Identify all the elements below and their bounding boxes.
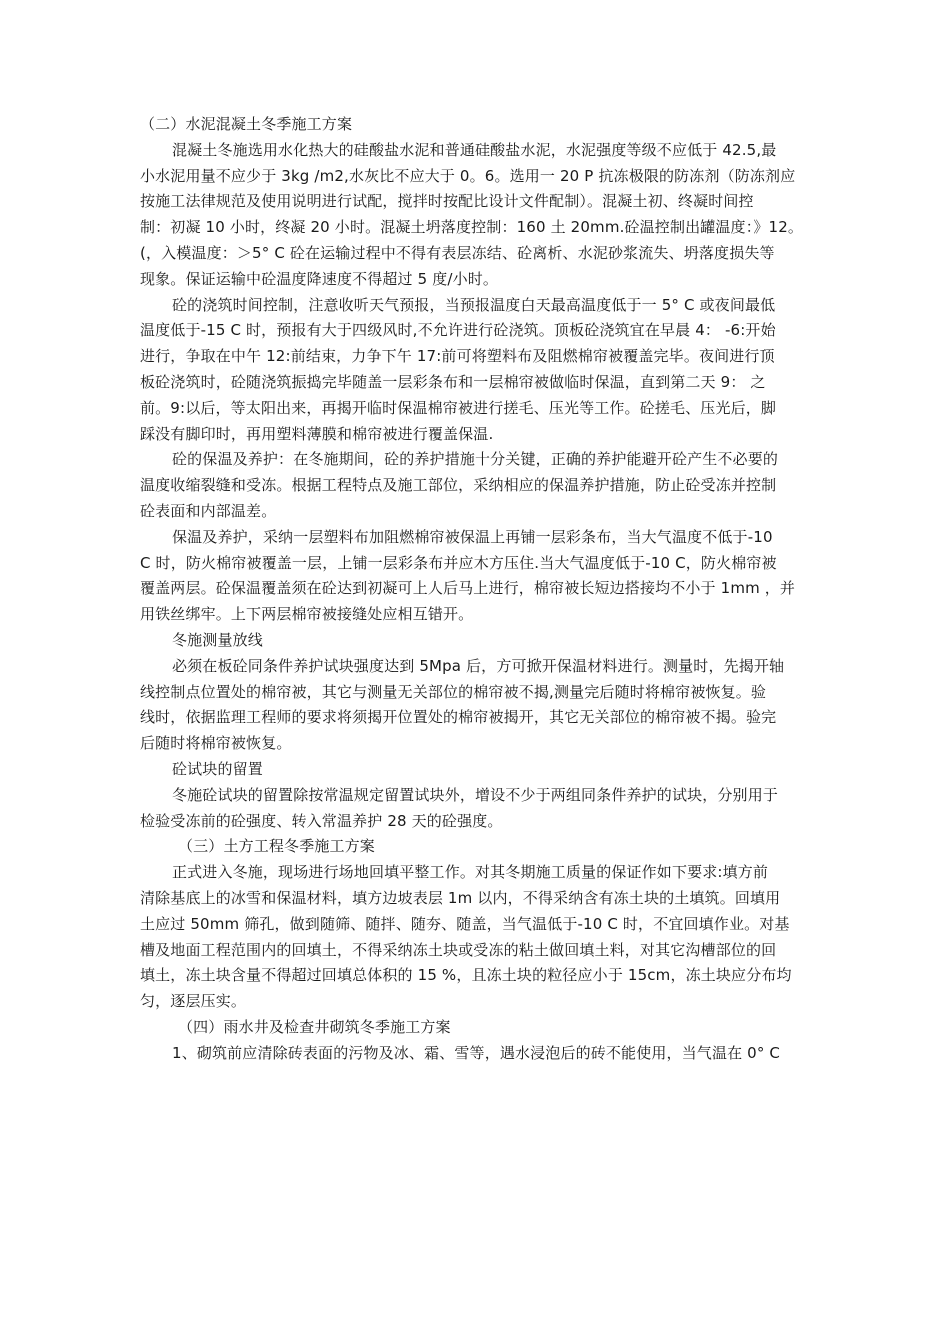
text-line: （三）土方工程冬季施工方案: [178, 837, 375, 856]
text-line: 砼的浇筑时间控制，注意收听天气预报，当预报温度白天最高温度低于一 5° C 或夜间最低: [172, 295, 776, 314]
text-line: 检验受冻前的砼强度、转入常温养护 28 天的砼强度。: [140, 811, 503, 830]
text-line: 保温及养护，采纳一层塑料布加阻燃棉帘被保温上再铺一层彩条布，当大气温度不低于-10: [172, 527, 773, 546]
text-line: （二）水泥混凝土冬季施工方案: [140, 115, 353, 133]
document-page: [140, 112, 825, 1066]
text-line: 混凝土冬施选用水化热大的硅酸盐水泥和普通硅酸盐水泥，水泥强度等级不应低于 42.5,最: [172, 140, 777, 159]
text-line: 槽及地面工程范围内的回填土，不得采纳冻土块或受冻的粘土做回填土料，对其它沟槽部位的回: [140, 940, 777, 959]
text-line: 1、砌筑前应清除砖表面的污物及冰、霜、雪等，遇水浸泡后的砖不能使用，当气温在 0° C: [172, 1043, 781, 1062]
text-line: 砼表面和内部温差。: [140, 501, 277, 520]
text-line: C 时，防火棉帘被覆盖一层，上铺一层彩条布并应木方压住.当大气温度低于-10 C，防火棉帘被: [140, 553, 777, 572]
text-line: 制：初凝 10 小时，终凝 20 小时。混凝土坍落度控制：160 土 20mm.砼温控制出罐温度：》12。: [140, 218, 804, 237]
text-line: 后随时将棉帘被恢复。: [140, 734, 292, 753]
text-line: 线时，依据监理工程师的要求将须揭开位置处的棉帘被揭开，其它无关部位的棉帘被不揭。验完: [140, 708, 777, 727]
text-line: 温度低于-15 C 时，预报有大于四级风时,不允许进行砼浇筑。顶板砼浇筑宜在早晨 4： -6:开始: [140, 321, 776, 340]
text-line: 清除基底上的冰雪和保温材料，填方边坡表层 1m 以内，不得采纳含有冻土块的土填筑。回填用: [140, 888, 781, 907]
text-line: 温度收缩裂缝和受冻。根据工程特点及施工部位，采纳相应的保温养护措施，防止砼受冻并控制: [140, 476, 777, 495]
text-line: 匀，逐层压实。: [140, 992, 247, 1011]
text-line: 踩没有脚印时，再用塑料薄膜和棉帘被进行覆盖保温.: [140, 424, 494, 443]
text-line: 板砼浇筑时，砼随浇筑振捣完毕随盖一层彩条布和一层棉帘被做临时保温，直到第二天 9： 之: [140, 372, 766, 391]
text-line: 按施工法律规范及使用说明进行试配，搅拌时按配比设计文件配制）。混凝土初、终凝时间控: [140, 192, 754, 211]
text-line: 用铁丝绑牢。上下两层棉帘被接缝处应相互错开。: [140, 605, 474, 624]
text-line: 覆盖两层。砼保温覆盖须在砼达到初凝可上人后马上进行，棉帘被长短边搭接均不小于 1mm ，并: [140, 579, 796, 598]
text-line: （四）雨水井及检查井砌筑冬季施工方案: [178, 1017, 451, 1036]
text-line: 砼试块的留置: [172, 759, 263, 778]
text-line: 线控制点位置处的棉帘被，其它与测量无关部位的棉帘被不揭,测量完后随时将棉帘被恢复。验: [140, 682, 767, 701]
text-line: 冬施砼试块的留置除按常温规定留置试块外，增设不少于两组同条件养护的试块，分别用于: [172, 785, 779, 804]
text-line: 砼的保温及养护：在冬施期间，砼的养护措施十分关键，正确的养护能避开砼产生不必要的: [172, 450, 779, 469]
text-line: 小水泥用量不应少于 3kg /m2,水灰比不应大于 0。6。选用一 20 P 抗冻极限的防冻剂（防冻剂应: [140, 166, 796, 185]
text-line: 现象。保证运输中砼温度降速度不得超过 5 度/小时。: [140, 269, 499, 288]
text-line: (，入模温度：＞5° C 砼在运输过程中不得有表层冻结、砼离析、水泥砂浆流失、坍落度损失等: [140, 243, 775, 262]
text-line: 必须在板砼同条件养护试块强度达到 5Mpa 后，方可掀开保温材料进行。测量时，先揭开轴: [172, 656, 785, 675]
text-line: 前。9:以后，等太阳出来，再揭开临时保温棉帘被进行搓毛、压光等工作。砼搓毛、压光后，脚: [140, 398, 777, 417]
text-line: 冬施测量放线: [172, 630, 263, 649]
text-line: 正式进入冬施，现场进行场地回填平整工作。对其冬期施工质量的保证作如下要求:填方前: [172, 863, 769, 882]
text-line: 进行，争取在中午 12:前结束，力争下午 17:前可将塑料布及阻燃棉帘被覆盖完毕。夜间进行顶: [140, 347, 775, 366]
text-line: 土应过 50mm 筛孔，做到随筛、随拌、随夯、随盖，当气温低于-10 C 时，不宜回填作业。对基: [140, 914, 790, 933]
text-line: 填土，冻土块含量不得超过回填总体积的 15 %，且冻土块的粒径应小于 15cm，冻土块应分布均: [140, 966, 792, 985]
